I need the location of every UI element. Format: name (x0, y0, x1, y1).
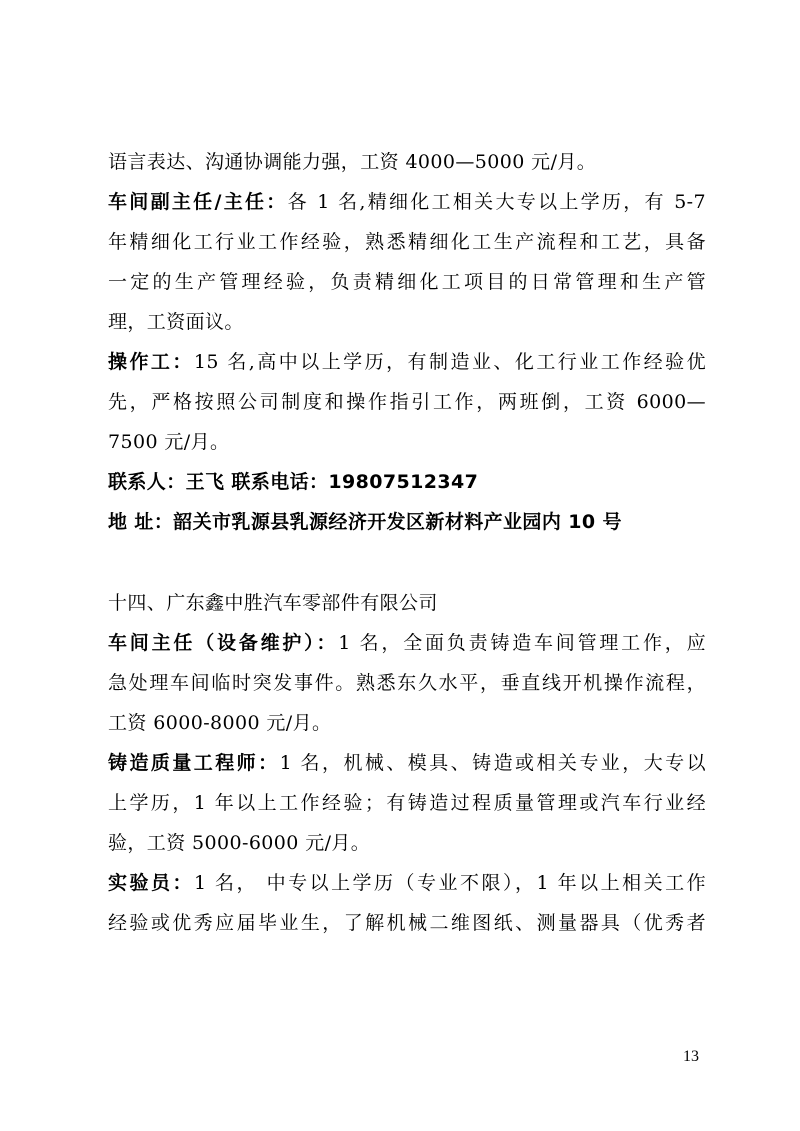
text-line (108, 142, 706, 182)
text-line (108, 783, 706, 823)
job-title-lab-technician: 实验员： (108, 872, 194, 894)
text-line (108, 342, 706, 382)
paragraph-text: 验，工资 5000-6000 元/月。 (108, 832, 371, 854)
contact-info: 联系人：王飞 联系电话：19807512347 (108, 471, 479, 493)
contact-line (108, 462, 706, 502)
paragraph-text: 各 1 名,精细化工相关大专以上学历，有 5-7 (287, 191, 706, 213)
text-line (108, 903, 706, 943)
text-line (108, 823, 706, 863)
job-title-operator: 操作工： (108, 351, 194, 373)
text-line (108, 623, 706, 663)
paragraph-text: 急处理车间临时突发事件。熟悉东久水平，垂直线开机操作流程， (108, 672, 706, 694)
paragraph-text: 15 名,高中以上学历，有制造业、化工行业工作经验优 (193, 351, 706, 373)
page-number: 13 (683, 1048, 699, 1065)
paragraph-text: 工资 6000-8000 元/月。 (108, 712, 332, 734)
text-line (108, 302, 706, 342)
paragraph-text: 7500 元/月。 (108, 431, 230, 453)
text-line (108, 222, 706, 262)
section-gap (108, 542, 706, 583)
text-line (108, 422, 706, 462)
text-line (108, 743, 706, 783)
address-label: 地 址： (108, 511, 174, 533)
text-line (108, 262, 706, 302)
text-line (108, 663, 706, 703)
job-title-quality-engineer: 铸造质量工程师： (108, 752, 280, 774)
paragraph-text: 经验或优秀应届毕业生，了解机械二维图纸、测量器具（优秀者 (108, 912, 706, 934)
paragraph-text: 理，工资面议。 (108, 311, 244, 333)
text-line (108, 703, 706, 743)
address-line (108, 502, 706, 542)
job-title-workshop-director: 车间副主任/主任： (108, 191, 288, 213)
document-body (108, 142, 706, 943)
text-line (108, 382, 706, 422)
paragraph-text: 先，严格按照公司制度和操作指引工作，两班倒，工资 6000— (108, 391, 706, 413)
paragraph-text: 一定的生产管理经验，负责精细化工项目的日常管理和生产管 (108, 271, 706, 293)
company-heading (108, 583, 706, 623)
company-name: 十四、广东鑫中胜汽车零部件有限公司 (108, 592, 438, 614)
text-line (108, 863, 706, 903)
paragraph-text: 1 名，机械、模具、铸造或相关专业，大专以 (279, 752, 706, 774)
job-title-workshop-supervisor: 车间主任（设备维护）： (108, 632, 339, 654)
paragraph-text: 1 名，全面负责铸造车间管理工作，应 (338, 632, 706, 654)
paragraph-text: 语言表达、沟通协调能力强，工资 4000—5000 元/月。 (108, 151, 597, 173)
address-text: 韶关市乳源县乳源经济开发区新材料产业园内 10 号 (173, 511, 622, 533)
paragraph-text: 上学历，1 年以上工作经验；有铸造过程质量管理或汽车行业经 (108, 792, 706, 814)
text-line (108, 182, 706, 222)
paragraph-text: 年精细化工行业工作经验，熟悉精细化工生产流程和工艺，具备 (108, 231, 706, 253)
paragraph-text: 1 名， 中专以上学历（专业不限），1 年以上相关工作 (194, 872, 706, 894)
